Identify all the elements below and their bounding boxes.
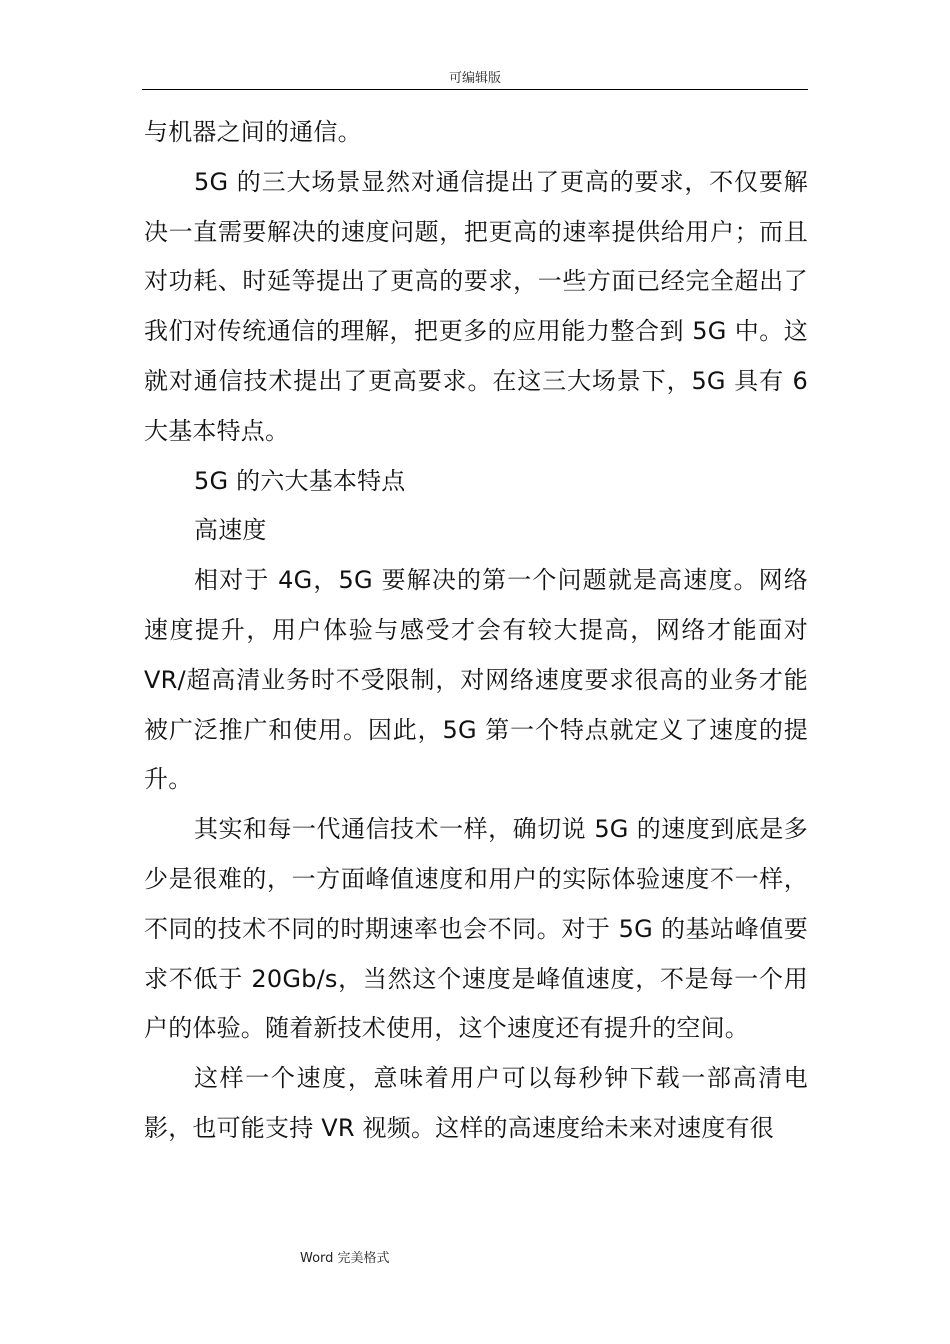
document-body: [144, 108, 808, 1154]
paragraph-4: 其实和每一代通信技术一样，确切说 5G 的速度到底是多少是很难的，一方面峰值速度和用户的实际体验速度不一样，不同的技术不同的时期速率也会不同。对于 5G 的基站峰值要求不低于 20Gb/s，当然这个速度是峰值速度，不是每一个用户的体验。随着新技术使用，这个速度还有提升的空间。: [144, 815, 808, 1043]
page-footer: Word 完美格式: [300, 1251, 390, 1266]
paragraph-5: 这样一个速度，意味着用户可以每秒钟下载一部高清电影，也可能支持 VR 视频。这样的高速度给未来对速度有很: [144, 1064, 808, 1142]
paragraph-2: 5G 的三大场景显然对通信提出了更高的要求，不仅要解决一直需要解决的速度问题，把更高的速率提供给用户；而且对功耗、时延等提出了更高的要求，一些方面已经完全超出了我们对传统通信的理解，把更多的应用能力整合到 5G 中。这就对通信技术提出了更高要求。在这三大场景下，5G 具有 6 大基本特点。: [144, 167, 808, 445]
page-header: 可编辑版: [142, 70, 808, 90]
paragraph-3: 相对于 4G，5G 要解决的第一个问题就是高速度。网络速度提升，用户体验与感受才会有较大提高，网络才能面对 VR/超高清业务时不受限制，对网络速度要求很高的业务才能被广泛推广和使用。因此，5G 第一个特点就定义了速度的提升。: [144, 566, 808, 794]
subheading-high-speed: 高速度: [194, 516, 267, 545]
paragraph-1: 与机器之间的通信。: [144, 118, 362, 146]
section-heading-six-features: 5G 的六大基本特点: [194, 466, 406, 495]
